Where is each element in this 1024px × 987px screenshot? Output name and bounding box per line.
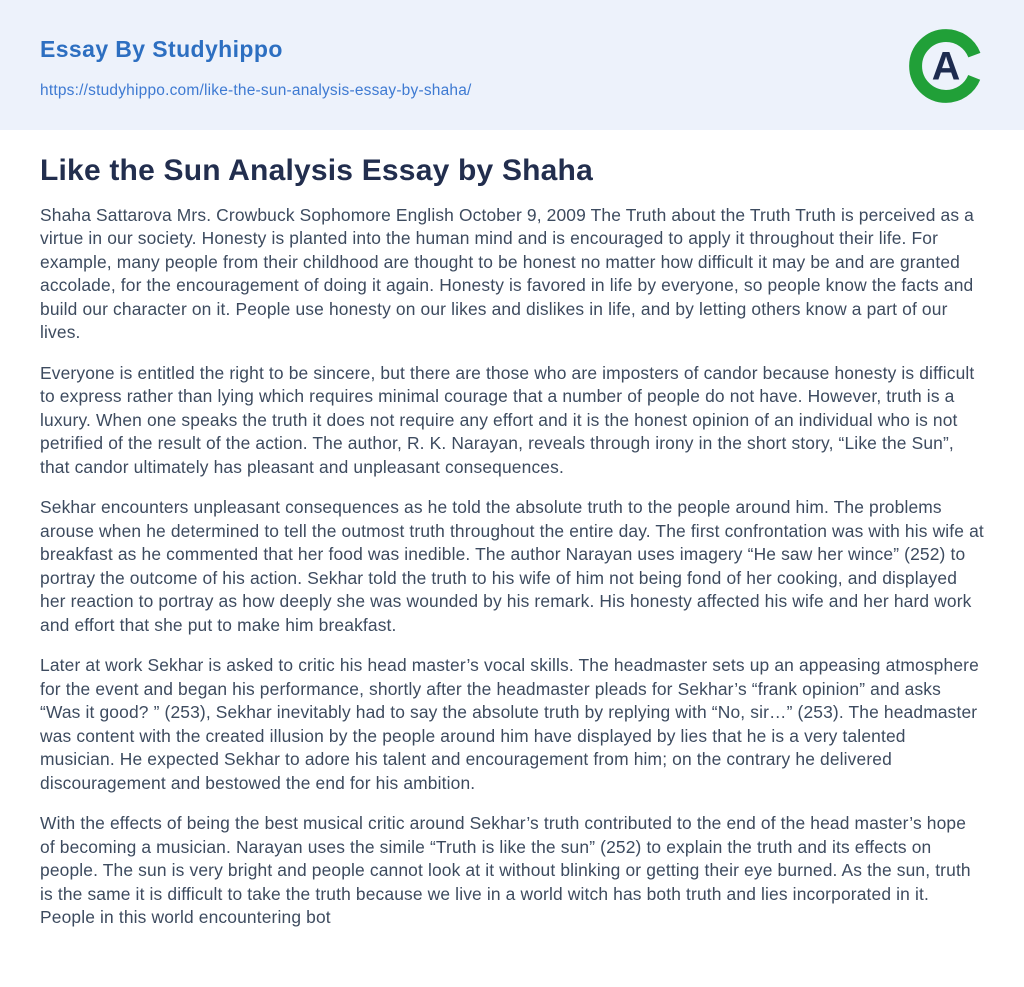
essay-paragraph-2: Everyone is entitled the right to be sincere, but there are those who are imposters of candor because honesty is difficult to express rather than lying which requires minimal courage that a number of people do not have. However, truth is a luxury. When one speaks the truth it does not require any effort and it is the honest opinion of an individual who is not petrified of the result of the action. The author, R. K. Narayan, reveals through irony in the short story, “Like the Sun”, that candor ultimately has pleasant and unpleasant consequences. [40, 362, 975, 477]
essay-url-link[interactable]: https://studyhippo.com/like-the-sun-analysis-essay-by-shaha/ [40, 81, 472, 99]
essay-paragraph-5: With the effects of being the best musical critic around Sekhar’s truth contributed to the end of the head master’s hope of becoming a musician. Narayan uses the simile “Truth is like the sun” (252) to explain the truth and its effects on people. The sun is very bright and people cannot look at it without blinking or getting their eye burned. As the sun, truth is the same it is difficult to take the truth because we live in a world witch has both truth and lies incorporated in it. People in this world encountering bot [40, 813, 971, 927]
logo-letter: A [931, 44, 961, 89]
page-header [0, 0, 1024, 130]
essay-paragraph-1: Shaha Sattarova Mrs. Crowbuck Sophomore English October 9, 2009 The Truth about the Truth Truth is perceived as a virtue in our society. Honesty is planted into the human mind and is encouraged to apply it throughout their life. For example, many people from their childhood are thought to be honest no matter how difficult it may be and are granted accolade, for the encouragement of doing it again. Honesty is favored in life by everyone, so people know the facts and build our character on it. People use honesty on our likes and dislikes in life, and by letting others know a part of our lives. [40, 204, 974, 342]
header-text-block [40, 30, 472, 100]
studyhippo-logo [908, 28, 984, 104]
essay-paragraph-4: Later at work Sekhar is asked to critic his head master’s vocal skills. The headmaster sets up an appeasing atmosphere for the event and began his performance, shortly after the headmaster pleads for Sekhar’s “frank opinion” and asks “Was it good? ” (253), Sekhar inevitably had to say the absolute truth by replying with “No, sir…” (253). The headmaster was content with the created illusion by the people around him have displayed by lies that he is a very talented musician. He expected Sekhar to adore his talent and encouragement from him; on the contrary he delivered discouragement and bestowed the end for his ambition. [40, 655, 979, 793]
essay-article [0, 130, 1024, 930]
essay-paragraph-3: Sekhar encounters unpleasant consequences as he told the absolute truth to the people around him. The problems arouse when he determined to tell the outmost truth throughout the entire day. The first confrontation was with his wife at breakfast as he commented that her food was inedible. The author Narayan uses imagery “He saw her wince” (252) to portray the outcome of his action. Sekhar told the truth to his wife of him not being fond of her cooking, and displayed her reaction to portray as how deeply she was wounded by his remark. His honesty affected his wife and her hard work and effort that she put to make him breakfast. [40, 497, 984, 635]
logo-ring-icon [908, 28, 984, 104]
site-title: Essay By Studyhippo [40, 36, 283, 62]
essay-title: Like the Sun Analysis Essay by Shaha [40, 154, 593, 187]
